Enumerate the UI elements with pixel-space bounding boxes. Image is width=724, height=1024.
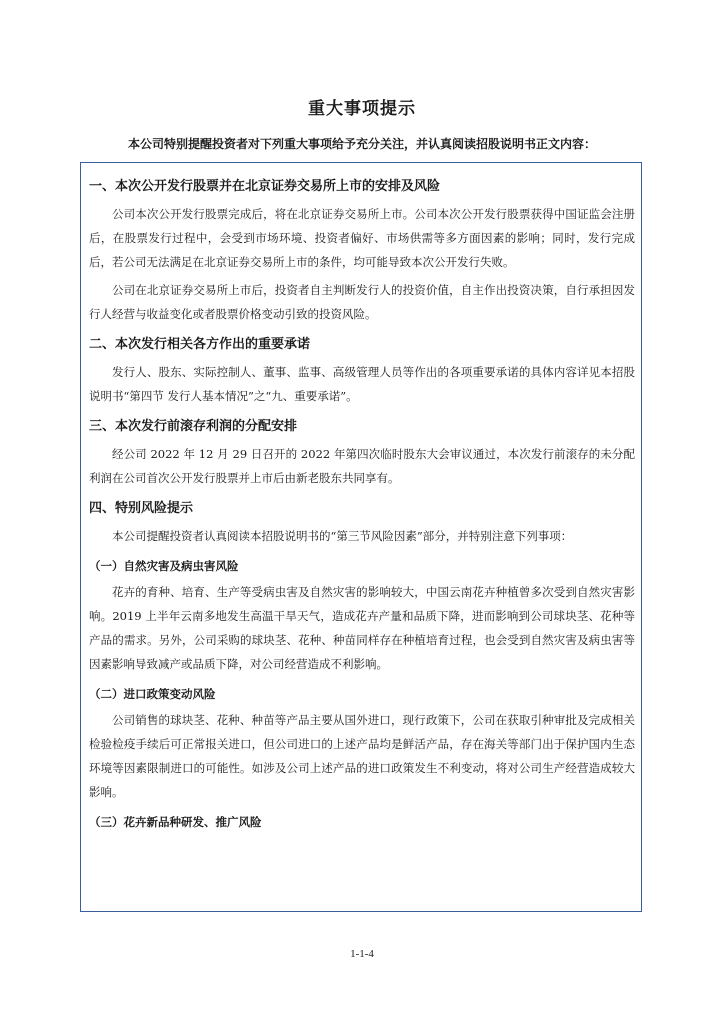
content-body	[89, 172, 635, 836]
section-1	[89, 172, 635, 326]
risk-heading: （一）自然灾害及病虫害风险	[89, 559, 239, 573]
paragraph: 公司在北京证券交易所上市后，投资者自主判断发行人的投资价值，自主作出投资决策，自行承担因发行人经营与收益变化或者股票价格变动引致的投资风险。	[89, 283, 635, 321]
section-3	[89, 412, 635, 490]
paragraph: 经公司 2022 年 12 月 29 日召开的 2022 年第四次临时股东大会审议通过，本次发行前滚存的未分配利润在公司首次公开发行股票并上市后由新老股东共同享有。	[89, 447, 635, 485]
page-title: 重大事项提示	[308, 99, 416, 119]
paragraph: 发行人、股东、实际控制人、董事、监事、高级管理人员等作出的各项重要承诺的具体内容详见本招股说明书“第四节 发行人基本情况”之“九、重要承诺”。	[89, 365, 635, 403]
section-heading: 二、本次发行相关各方作出的重要承诺	[89, 337, 311, 352]
risk-heading: （二）进口政策变动风险	[89, 687, 216, 701]
section-heading: 三、本次发行前滚存利润的分配安排	[89, 419, 298, 434]
risk-1	[89, 552, 635, 676]
intro-note: 本公司特别提醒投资者对下列重大事项给予充分关注，并认真阅读招股说明书正文内容：	[127, 137, 596, 151]
paragraph: 本公司提醒投资者认真阅读本招股说明书的“第三节风险因素”部分，并特别注意下列事项：	[112, 529, 573, 543]
section-heading: 一、本次公开发行股票并在北京证券交易所上市的安排及风险	[89, 179, 441, 194]
section-heading: 四、特别风险提示	[89, 501, 194, 516]
paragraph: 花卉的育种、培育、生产等受病虫害及自然灾害的影响较大，中国云南花卉种植曾多次受到自然灾害影响。2019 上半年云南多地发生高温干旱天气，造成花卉产量和品质下降，进而影响到公司球块茎、花种等产品的需求。另外，公司采购的球块茎、花种、种苗同样存在种植培育过程，也会受到自然灾害及病虫害等因素影响导致减产或品质下降，对公司经营造成不利影响。	[89, 585, 635, 671]
section-4	[89, 494, 635, 548]
risk-3	[89, 808, 635, 836]
page-number: 1-1-4	[350, 948, 374, 960]
paragraph: 公司销售的球块茎、花种、种苗等产品主要从国外进口，现行政策下，公司在获取引种审批及完成相关检验检疫手续后可正常报关进口，但公司进口的上述产品均是鲜活产品，存在海关等部门出于保护国内生态环境等因素限制进口的可能性。如涉及公司上述产品的进口政策发生不利变动，将对公司生产经营造成较大影响。	[89, 713, 635, 799]
section-2	[89, 330, 635, 408]
risk-heading: （三）花卉新品种研发、推广风险	[89, 815, 262, 829]
paragraph: 公司本次公开发行股票完成后，将在北京证券交易所上市。公司本次公开发行股票获得中国证监会注册后，在股票发行过程中，会受到市场环境、投资者偏好、市场供需等多方面因素的影响；同时，发行完成后，若公司无法满足在北京证券交易所上市的条件，均可能导致本次公开发行失败。	[89, 207, 635, 269]
risk-2	[89, 680, 635, 804]
